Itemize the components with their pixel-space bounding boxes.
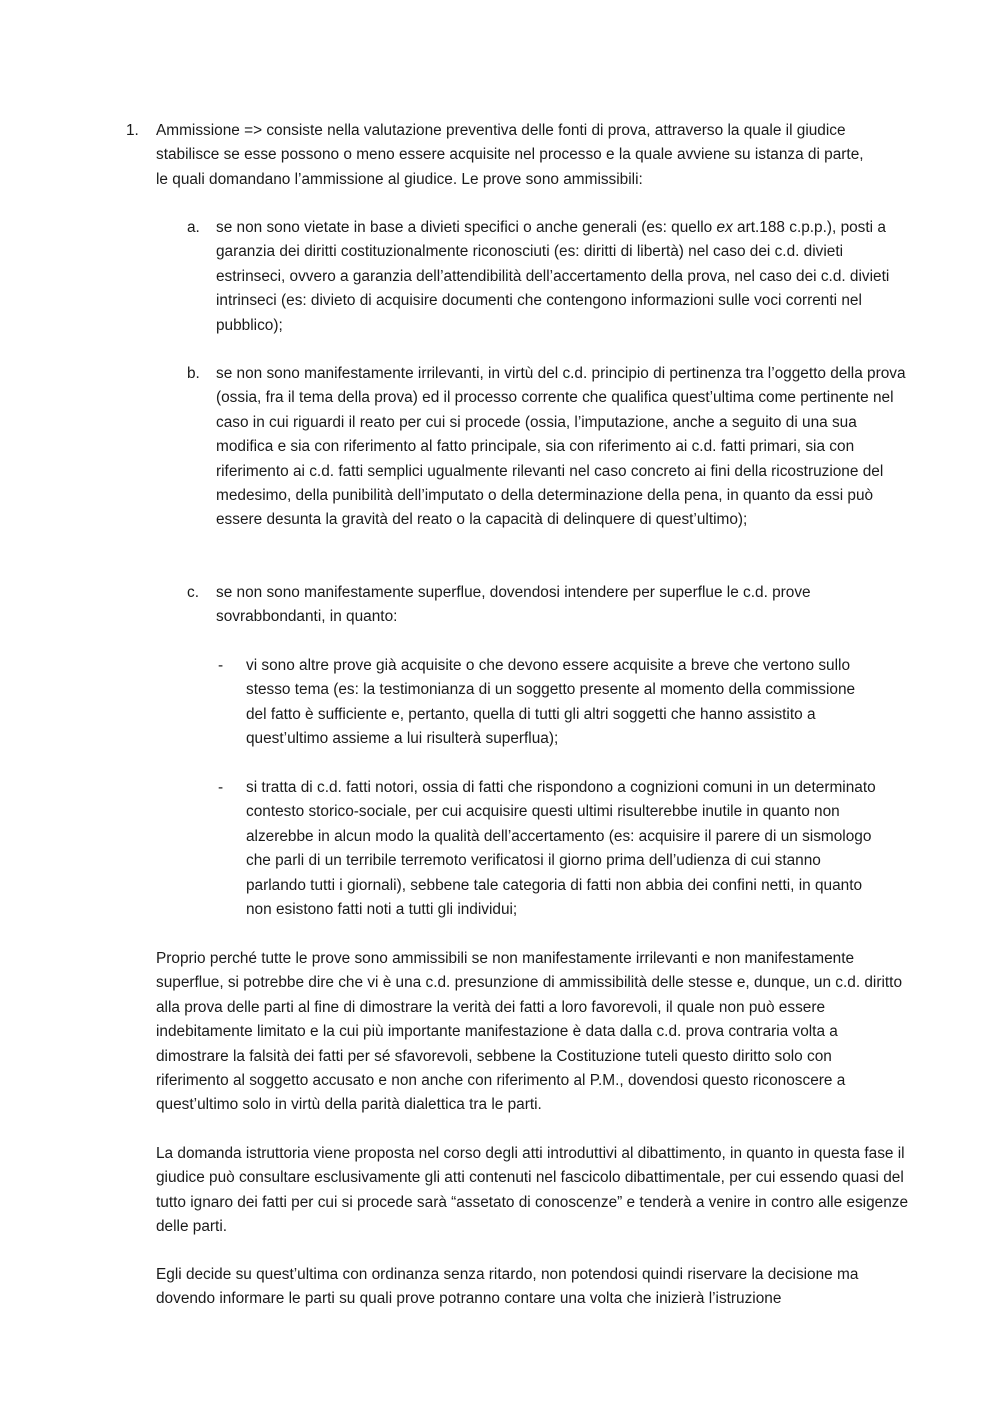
sub-item-a-text-start: se non sono vietate in base a divieti specifici o anche generali (es: quello <box>216 219 717 236</box>
list-item-1-text: Ammissione => consiste nella valutazione preventiva delle fonti di prova, attraverso la quale il giudice stabilisce se esse possono o meno essere acquisite nel processo e la quale avviene su istanza di parte, le quali domandano l’ammissione al giudice. Le prove sono ammissibili: <box>156 122 864 188</box>
sub-item-c-text: se non sono manifestamente superflue, dovendosi intendere per superflue le c.d. prove sovrabbondanti, in quanto: <box>216 584 811 626</box>
sub-marker-a: a. <box>187 219 200 236</box>
body-paragraph-1: Proprio perché tutte le prove sono ammissibili se non manifestamente irrilevanti e non manifestamente superflue, si potrebbe dire che vi è una c.d. presunzione di ammissibilità delle stesse e, dunque, un c.d. diritto alla prova delle parti al fine di dimostrare la verità dei fatti a loro favorevoli, il quale non può essere indebitamente limitato e la cui più importante manifestazione è data dalla c.d. prova contraria volta a dimostrare la falsità dei fatti per sé sfavorevoli, sebbene la Costituzione tuteli questo diritto solo con riferimento al soggetto accusato e non anche con riferimento al P.M., dovendosi questo riconoscere a quest’ultimo solo in virtù della parità dialettica tra le parti. <box>156 950 903 1114</box>
dash-marker-2: - <box>218 779 224 796</box>
sub-item-a-text <box>216 216 908 338</box>
body-paragraph-2: La domanda istruttoria viene proposta nel corso degli atti introduttivi al dibattimento, in quanto in questa fase il giudice può consultare esclusivamente gli atti contenuti nel fascicolo dibattimentale, per cui essendo quasi del tutto ignaro dei fatti per cui si procede sarà “assetato di conoscenze” e tenderà a venire in contro alle esigenze delle parti. <box>156 1145 909 1236</box>
sub-item-b-text: se non sono manifestamente irrilevanti, in virtù del c.d. principio di pertinenza tra l’oggetto della prova (ossia, fra il tema della prova) ed il processo corrente che qualifica quest’ultima come pertinente nel caso in cui riguardi il reato per cui si procede (ossia, l’imputazione, anche a seguito di una sua modifica e sia con riferimento al fatto principale, sia con riferimento ai c.d. fatti primari, sia con riferimento ai c.d. fatti semplici ugualmente rilevanti nel caso concreto ai fini della ricostruzione del medesimo, della punibilità dell’imputato o della determinazione della pena, in quanto da essi può essere desunta la gravità del reato o la capacità di delinquere di quest’ultimo); <box>216 365 906 529</box>
sub-marker-b: b. <box>187 365 200 382</box>
list-marker-1: 1. <box>126 122 139 139</box>
sub-marker-c: c. <box>187 584 199 601</box>
dash-item-2-text: si tratta di c.d. fatti notori, ossia di fatti che rispondono a cognizioni comuni in un determinato contesto storico-sociale, per cui acquisire questi ultimi risulterebbe inutile in quanto non alzerebbe in alcun modo la qualità dell’accertamento (es: acquisire il parere di un sismologo che parli di un terribile terremoto verificatosi il giorno prima dell’udienza di cui stanno parlando tutti i giornali), sebbene tale categoria di fatti non abbia dei confini netti, in quanto non esistono fatti noti a tutti gli individui; <box>246 779 876 919</box>
dash-marker-1: - <box>218 657 224 674</box>
sub-item-a-italic: ex <box>716 219 733 236</box>
dash-item-1-text: vi sono altre prove già acquisite o che devono essere acquisite a breve che vertono sullo stesso tema (es: la testimonianza di un soggetto presente al momento della commissione del fatto è sufficiente e, pertanto, quella di tutti gli altri soggetti che hanno assistito a quest’ultimo assieme a lui risulterà superflua); <box>246 657 856 748</box>
body-paragraph-3: Egli decide su quest’ultima con ordinanza senza ritardo, non potendosi quindi riservare la decisione ma dovendo informare le parti su quali prove potranno contare una volta che inizierà l’istruzione <box>156 1266 859 1308</box>
sub-item-a-text-end: art.188 c.p.p.), posti a garanzia dei diritti costituzionalmente riconosciuti (es: diritti di libertà) nel caso dei c.d. divieti estrinseci, ovvero a garanzia dell’attendibilità dell’accertamento della prova, nel caso dei c.d. divieti intrinseci (es: divieto di acquisire documenti che contengono informazioni sulle voci correnti nel pubblico); <box>216 219 890 334</box>
